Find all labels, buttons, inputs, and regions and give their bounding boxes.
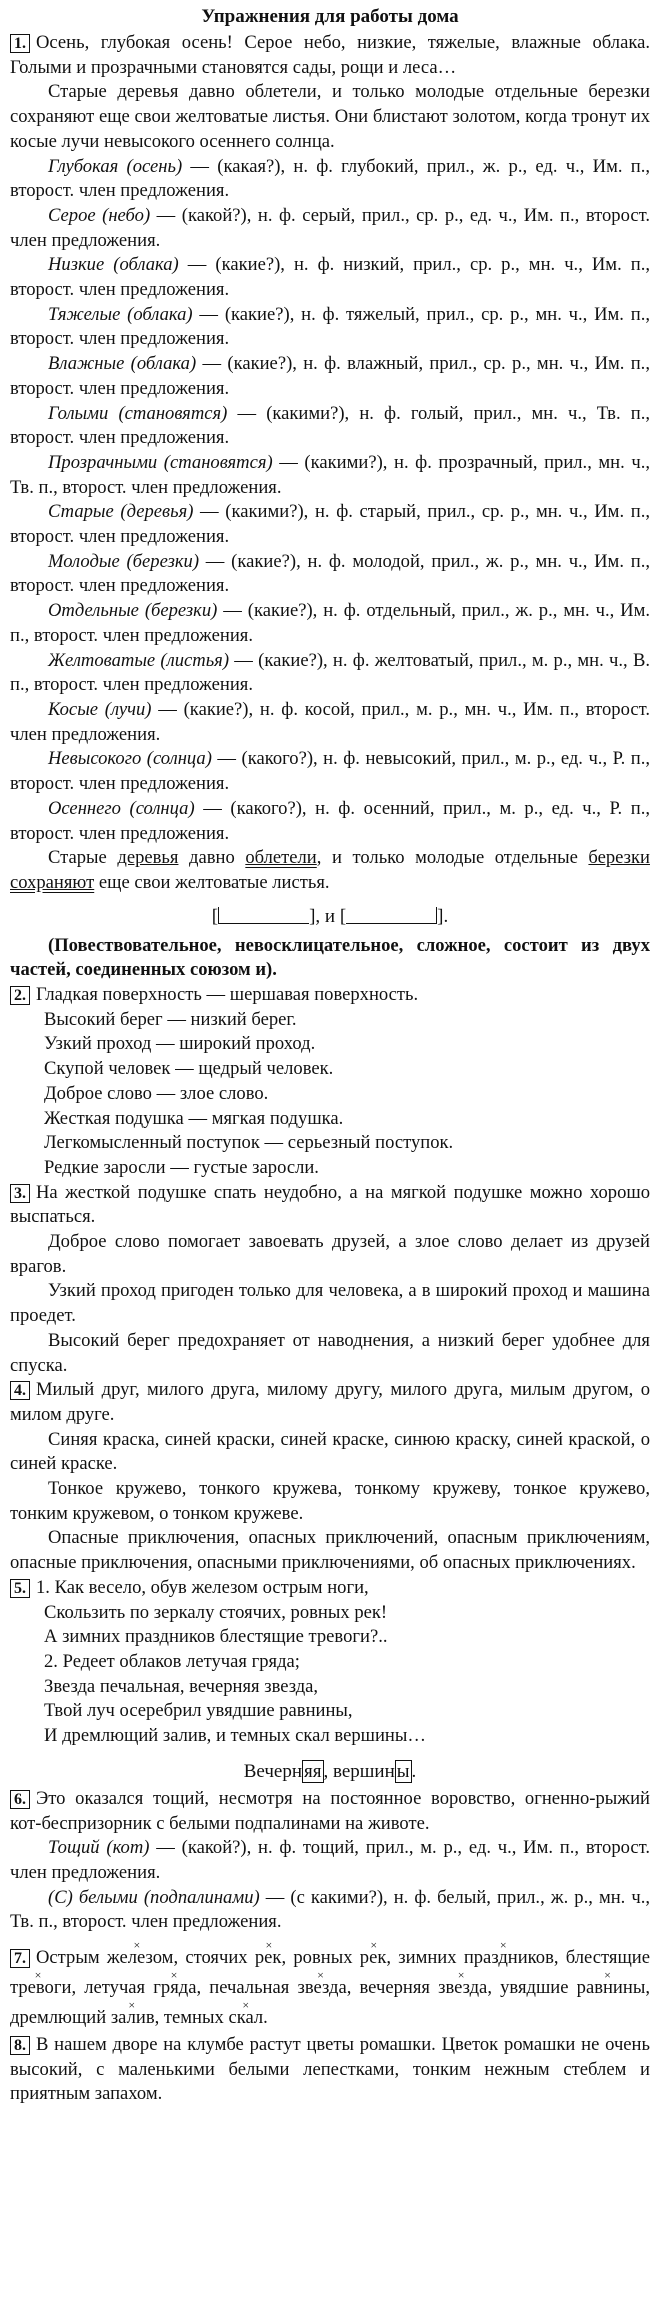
parse-entry xyxy=(10,352,650,401)
ex2-line: Редкие заросли — густые заросли. xyxy=(44,1156,319,1178)
ending-1: яя xyxy=(304,1760,322,1782)
word-stem-1: Вечерн xyxy=(243,1760,303,1782)
ex6-para-1 xyxy=(10,1787,650,1836)
subject-1: деревья xyxy=(117,847,179,869)
ex2-number: 2. xyxy=(10,986,30,1005)
parse-details: — (какие?), н. ф. тяжелый, прил., ср. р., мн. ч., Им. п., второст. член предложения. xyxy=(10,303,650,350)
parse-entry xyxy=(10,599,650,648)
parse-term: Серое (небо) xyxy=(48,204,151,226)
ex1-sentence xyxy=(10,846,650,895)
ex7-text: , стоячих xyxy=(173,1947,255,1969)
poem-line: И дремлющий залив, и темных скал вершины… xyxy=(44,1725,426,1747)
ex4-para: Синяя краска, синей краски, синей краске, синюю краску, синей краской, о синей краске. xyxy=(10,1428,650,1475)
subject-2: березки xyxy=(588,847,650,869)
parse-details: — (какие?), н. ф. косой, прил., м. р., мн. ч., Им. п., второст. член предложения. xyxy=(10,698,650,745)
ex5-poem xyxy=(10,1601,650,1749)
ex3-para: Узкий проход пригоден только для человека, а в широкий проход и машина проедет. xyxy=(10,1280,650,1327)
ex4-text-0: Милый друг, милого друга, милому другу, милого друга, милым другом, о милом друге. xyxy=(10,1379,650,1425)
parse-entry xyxy=(10,155,650,204)
parse-entry xyxy=(10,797,650,846)
s-e: , и только молодые отдельные xyxy=(316,847,589,869)
ex7-text: Острым xyxy=(36,1947,107,1969)
scheme-end: ]. xyxy=(437,905,449,927)
period: . xyxy=(411,1760,417,1782)
page-title: Упражнения для работы дома xyxy=(201,6,459,27)
parse-term: Старые (деревья) xyxy=(48,501,194,523)
ex3-para: Доброе слово помогает завоевать друзей, а злое слово делает из друзей врагов. xyxy=(10,1231,650,1277)
ex5-line-0 xyxy=(10,1576,650,1601)
parse-details: — (какой?), н. ф. серый, прил., ср. р., ед. ч., Им. п., второст. член предложения. xyxy=(10,204,650,251)
ex5-morphemes xyxy=(10,1761,650,1783)
ex5-text-0: 1. Как весело, обув железом острым ноги, xyxy=(36,1576,369,1598)
parse-entry xyxy=(10,451,650,500)
exercise-5 xyxy=(10,1576,650,1783)
ex2-text-0: Гладкая поверхность — шершавая поверхность. xyxy=(36,984,419,1006)
poem-line: 2. Редеет облаков летучая гряда; xyxy=(44,1651,300,1672)
parse-details: — (какие?), н. ф. желтоватый, прил., м. р., мн. ч., В. п., второст. член предложения. xyxy=(10,649,651,696)
ex8-number: 8. xyxy=(10,2036,30,2055)
marked-noun: × тревоги xyxy=(10,1977,71,1998)
ex8-para-1 xyxy=(10,2033,650,2107)
exercise-8 xyxy=(10,2033,650,2107)
exercise-1 xyxy=(10,31,650,983)
marked-noun: × праздников xyxy=(464,1947,554,1968)
marked-noun: × железом xyxy=(107,1947,174,1968)
ex6-number: 6. xyxy=(10,1790,30,1809)
exercise-2 xyxy=(10,983,650,1181)
parse-term: Косые (лучи) xyxy=(48,698,152,720)
ex2-line: Легкомысленный поступок — серьезный поступок. xyxy=(44,1132,454,1154)
ex1-number: 1. xyxy=(10,34,30,53)
predicate-1: облетели xyxy=(245,847,317,869)
ex2-line: Скупой человек — щедрый человек. xyxy=(44,1058,334,1080)
ex2-line-0 xyxy=(10,983,650,1008)
parse-entry xyxy=(10,500,650,549)
scheme-mid: ], и [ xyxy=(309,905,347,927)
ex1-para-1 xyxy=(10,31,650,80)
ex3-para-0 xyxy=(10,1181,650,1230)
parse-term: Отдельные (березки) xyxy=(48,600,218,622)
ex6-text-1: Это оказался тощий, несмотря на постоянное воровство, огненно-рыжий кот-беспризорник с белыми подпалинами на животе. xyxy=(10,1787,650,1834)
parse-details: — (какого?), н. ф. невысокий, прил., м. р., ед. ч., Р. п., второст. член предложения. xyxy=(10,748,651,795)
ex7-text: , темных xyxy=(154,2007,229,2029)
ex7-text: , вечерняя xyxy=(346,1977,439,1999)
ex7-para xyxy=(10,1943,650,2033)
ex7-text: , блестящие xyxy=(553,1947,650,1969)
ex7-text: , летучая xyxy=(71,1977,154,1999)
parse-term: Желтоватые (листья) xyxy=(48,649,230,671)
parse-entry xyxy=(10,1836,650,1885)
parse-entry xyxy=(10,649,650,698)
ex7-text: , увядшие xyxy=(487,1977,577,1999)
ex7-text: . xyxy=(263,2007,268,2029)
parse-entry xyxy=(10,253,650,302)
ending-2: ы xyxy=(396,1760,410,1782)
word-stem-2: , вершин xyxy=(323,1760,395,1782)
parse-details: — (какие?), н. ф. влажный, прил., ср. р., мн. ч., Им. п., второст. член предложения. xyxy=(10,353,650,399)
ex7-text: , зимних xyxy=(386,1947,464,1969)
parse-details: — (какими?), н. ф. голый, прил., мн. ч., Тв. п., второст. член предложения. xyxy=(10,402,650,449)
ex6-parses xyxy=(10,1836,650,1935)
parse-term: Низкие (облака) xyxy=(48,254,179,276)
parse-term: Невысокого (солнца) xyxy=(48,748,212,770)
s-i: еще свои желтоватые листья. xyxy=(94,871,330,893)
ex7-text: , дремлющий xyxy=(10,1977,650,2029)
ex3-para: Высокий берег предохраняет от наводнения, а низкий берег удобнее для спуска. xyxy=(10,1329,650,1376)
marked-noun: × залив xyxy=(111,2007,155,2028)
parse-term: Влажные (облака) xyxy=(48,353,197,375)
ex1-note: (Повествовательное, невосклицательное, сложное, состоит из двух частей, соединенных союзом и). xyxy=(10,934,650,981)
marked-noun: × рек xyxy=(255,1947,282,1968)
exercise-4 xyxy=(10,1378,650,1576)
parse-details: — (какая?), н. ф. глубокий, прил., ж. р., ед. ч., Им. п., второст. член предложения. xyxy=(10,155,650,202)
ex7-number: 7. xyxy=(10,1949,30,1968)
parse-details: — (какого?), н. ф. осенний, прил., м. р., ед. ч., Р. п., второст. член предложения. xyxy=(10,797,651,844)
scheme-box-1 xyxy=(218,907,309,924)
poem-line: Твой луч осеребрил увядшие равнины, xyxy=(44,1700,353,1722)
ex5-number: 5. xyxy=(10,1579,30,1598)
sentence-scheme: [ ], и [ ]. xyxy=(211,905,449,927)
ex4-para-0 xyxy=(10,1378,650,1427)
ex3-text-0: На жесткой подушке спать неудобно, а на мягкой подушке можно хорошо выспаться. xyxy=(10,1181,650,1228)
ex1-para-2: Старые деревья давно облетели, и только молодые отдельные березки сохраняют еще свои желтоватые листья. Они блистают золотом, когда тронут их косые лучи невысокого осеннего солнца. xyxy=(10,81,650,152)
parse-details: — (какие?), н. ф. отдельный, прил., ж. р., мн. ч., Им. п., второст. член предложения. xyxy=(10,600,650,646)
poem-line: Скользить по зеркалу стоячих, ровных рек! xyxy=(44,1601,388,1623)
s-a: Старые xyxy=(48,847,118,869)
parse-entry xyxy=(10,747,650,796)
ex8-text-1: В нашем дворе на клумбе растут цветы ромашки. Цветок ромашки не очень высокий, с маленькими белыми лепестками, тонким нежным стеблем и приятным запахом. xyxy=(10,2034,650,2105)
parse-entry xyxy=(10,303,650,352)
parse-details: — (какие?), н. ф. низкий, прил., ср. р., мн. ч., Им. п., второст. член предложения. xyxy=(10,254,650,301)
marked-noun: × рек xyxy=(360,1947,387,1968)
exercise-6 xyxy=(10,1787,650,1935)
parse-details: — (какой?), н. ф. тощий, прил., м. р., ед. ч., Им. п., второст. член предложения. xyxy=(10,1837,651,1883)
ex4-number: 4. xyxy=(10,1381,30,1400)
marked-noun: × равнины xyxy=(577,1977,646,1998)
ex2-line: Доброе слово — злое слово. xyxy=(44,1082,269,1104)
parse-entry xyxy=(10,402,650,451)
parse-entry xyxy=(10,698,650,747)
ex3-number: 3. xyxy=(10,1184,30,1203)
parse-term: Глубокая (осень) xyxy=(48,155,183,177)
parse-details: — (с какими?), н. ф. белый, прил., ж. р., мн. ч., Тв. п., второст. член предложения. xyxy=(10,1886,650,1933)
ex2-lines xyxy=(10,1008,650,1181)
exercise-3 xyxy=(10,1181,650,1379)
ex4-para: Опасные приключения, опасных приключений, опасным приключениям, опасные приключения, опасными приключениями, об опасных приключениях. xyxy=(10,1527,650,1574)
marked-noun: × гряда xyxy=(153,1977,196,1998)
ex7-text: , печальная xyxy=(196,1977,298,1999)
exercise-7 xyxy=(10,1943,650,2033)
poem-line: А зимних праздников блестящие тревоги?.. xyxy=(44,1626,388,1648)
ex2-line: Жесткая подушка — мягкая подушка. xyxy=(44,1107,344,1129)
parse-term: Голыми (становятся) xyxy=(48,402,228,424)
parse-entry xyxy=(10,550,650,599)
marked-noun: × звезда xyxy=(438,1977,487,1998)
predicate-2: сохраняют xyxy=(10,871,95,893)
ex2-line: Узкий проход — широкий проход. xyxy=(44,1033,316,1055)
parse-term: Молодые (березки) xyxy=(48,550,200,572)
parse-entry xyxy=(10,204,650,253)
ex4-para: Тонкое кружево, тонкого кружева, тонкому кружеву, тонкое кружево, тонким кружевом, о тонком кружеве. xyxy=(10,1478,650,1524)
parse-details: — (какими?), н. ф. старый, прил., ср. р., мн. ч., Им. п., второст. член предложения. xyxy=(10,501,650,548)
ex2-line: Высокий берег — низкий берег. xyxy=(44,1008,297,1030)
poem-line: Звезда печальная, вечерняя звезда, xyxy=(44,1675,319,1697)
ex7-text: , ровных xyxy=(281,1947,360,1969)
parse-term: Осеннего (солнца) xyxy=(48,797,195,819)
parse-details: — (какими?), н. ф. прозрачный, прил., мн. ч., Тв. п., второст. член предложения. xyxy=(10,451,650,498)
marked-noun: × скал xyxy=(228,2007,263,2028)
parse-term: Прозрачными (становятся) xyxy=(48,451,273,473)
ex1-text-1: Осень, глубокая осень! Серое небо, низкие, тяжелые, влажные облака. Голыми и прозрачными становятся сады, рощи и леса… xyxy=(10,32,650,78)
parse-entry xyxy=(10,1886,650,1935)
parse-details: — (какие?), н. ф. молодой, прил., ж. р., мн. ч., Им. п., второст. член предложения. xyxy=(10,550,650,597)
scheme-box-2 xyxy=(346,907,437,924)
parse-term: Тяжелые (облака) xyxy=(48,303,193,325)
parse-term: Тощий (кот) xyxy=(48,1837,150,1859)
ex1-parses xyxy=(10,155,650,847)
marked-noun: × звезда xyxy=(297,1977,346,1998)
parse-term: (С) белыми (подпалинами) xyxy=(48,1886,260,1908)
s-c: давно xyxy=(178,847,246,869)
